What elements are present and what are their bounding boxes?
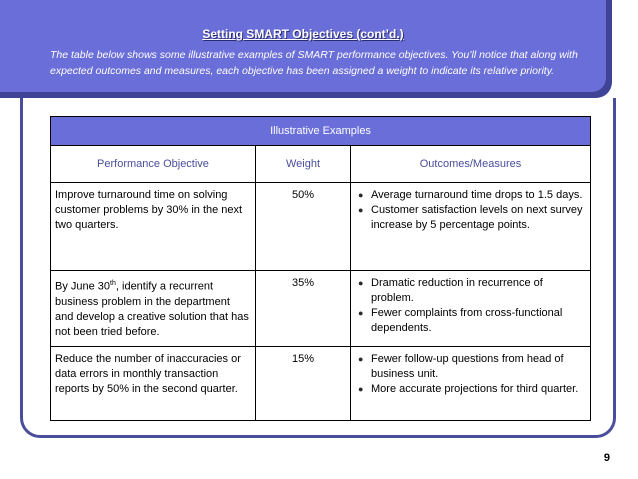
intro-text: The table below shows some illustrative examples of SMART performance objectives. You’ll notice that along with expected outcomes and measures, each objective has been assigned a weight to indicate its relative priority. — [50, 49, 578, 77]
objective-cell: By June 30th, identify a recurrent business problem in the department and develop a creative solution that has not been tried before. — [51, 271, 256, 347]
bullet-icon: ● — [358, 190, 364, 200]
outcome-item: ● Fewer complaints from cross-functional dependents. — [358, 307, 563, 334]
objective-cell: Reduce the number of inaccuracies or data errors in monthly transaction reports by 50% in the second quarter. — [51, 347, 256, 421]
table-row — [51, 347, 591, 421]
examples-table — [50, 116, 591, 421]
slide-title: Setting SMART Objectives (cont’d.) — [202, 27, 404, 41]
weight-cell: 35% — [256, 271, 351, 347]
weight-cell: 50% — [256, 183, 351, 271]
bullet-icon: ● — [358, 354, 364, 364]
outcomes-cell — [351, 271, 591, 347]
table-banner: Illustrative Examples — [51, 117, 591, 146]
objective-cell: Improve turnaround time on solving customer problems by 30% in the next two quarters. — [51, 183, 256, 271]
header-objective: Performance Objective — [51, 146, 256, 183]
outcomes-cell — [351, 183, 591, 271]
bullet-icon: ● — [358, 384, 364, 394]
bullet-icon: ● — [358, 278, 364, 288]
bullet-icon: ● — [358, 205, 364, 215]
header-outcomes: Outcomes/Measures — [351, 146, 591, 183]
bullet-icon: ● — [358, 308, 364, 318]
outcome-item: ● Customer satisfaction levels on next survey increase by 5 percentage points. — [358, 204, 583, 231]
weight-cell: 15% — [256, 347, 351, 421]
outcome-item: ● More accurate projections for third quarter. — [358, 383, 579, 395]
table-row — [51, 271, 591, 347]
outcome-item: ● Average turnaround time drops to 1.5 days. — [358, 189, 583, 201]
table-row — [51, 183, 591, 271]
outcome-item: ● Fewer follow-up questions from head of business unit. — [358, 353, 564, 380]
header-weight: Weight — [256, 146, 351, 183]
outcomes-cell — [351, 347, 591, 421]
outcome-item: ● Dramatic reduction in recurrence of problem. — [358, 277, 543, 304]
page-number: 9 — [603, 452, 610, 464]
